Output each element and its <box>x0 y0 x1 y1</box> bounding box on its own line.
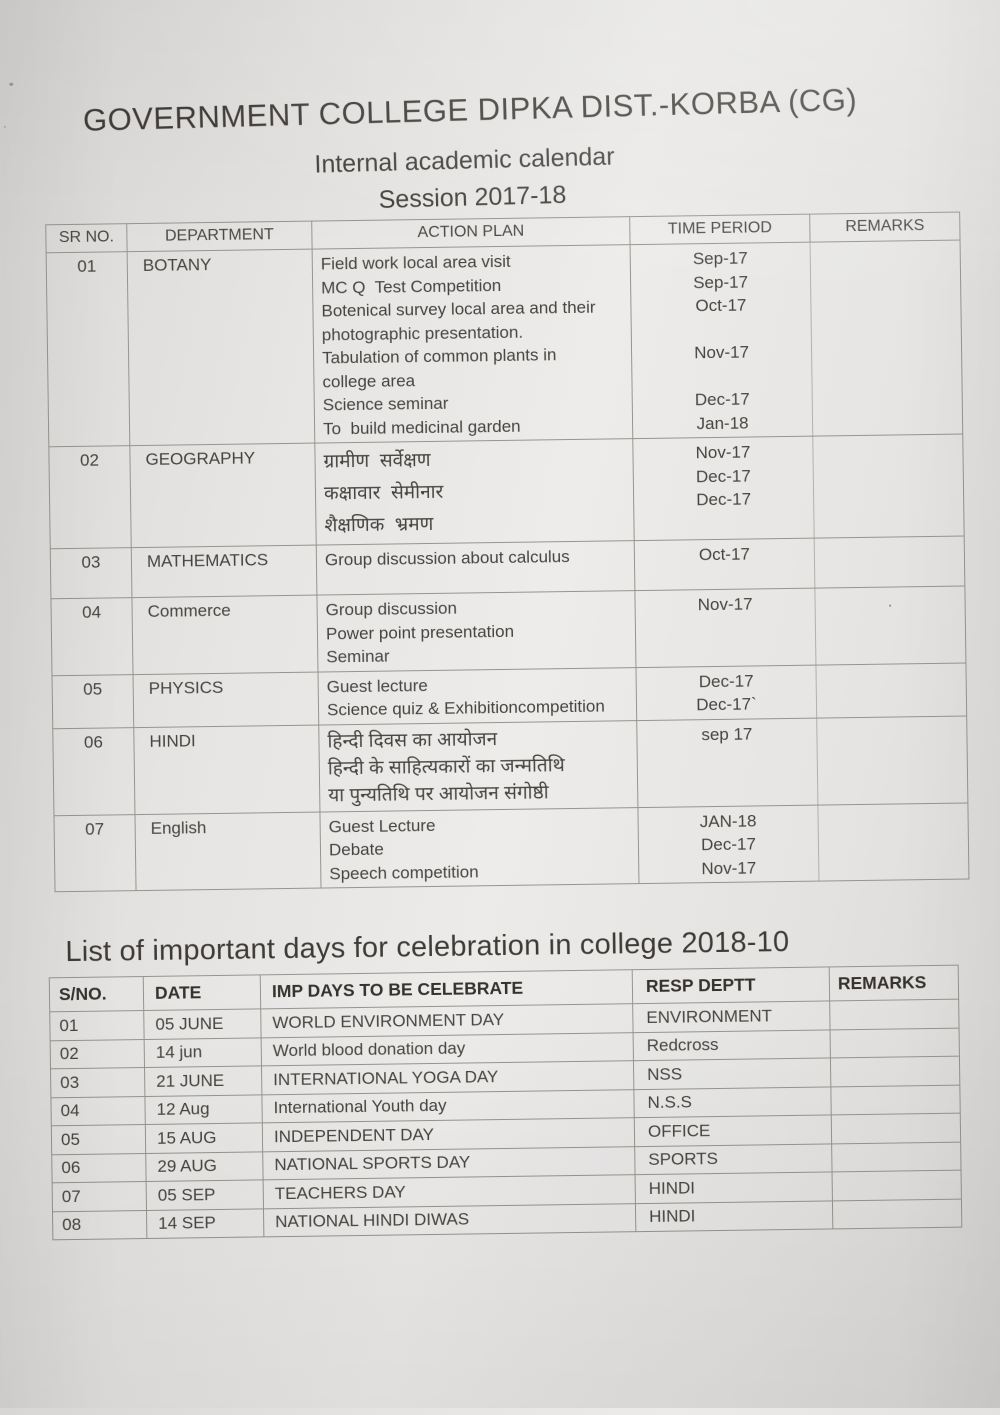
table-cell-line: Dec-17 <box>694 389 750 410</box>
sr-no-cell: 03 <box>81 552 101 572</box>
date-cell: 05 SEP <box>146 1180 263 1209</box>
remarks-cell: . <box>814 587 965 665</box>
table-cell-line: Field work local area visit <box>320 251 511 274</box>
table-cell-line: Jan-18 <box>696 413 749 433</box>
calendar-row <box>54 802 968 891</box>
department-cell: HINDI <box>133 725 319 814</box>
remarks-cell <box>817 803 968 881</box>
table-cell-line: हिन्दी के साहित्यकारों का जन्मतिथि <box>327 754 565 779</box>
time-period-cell <box>634 539 815 591</box>
important-days-title: List of important days for celebration in college 2018-10 <box>65 925 790 969</box>
table-cell-line: Sep-17 <box>693 272 749 292</box>
remarks-cell <box>831 1114 960 1143</box>
table-cell-line: Guest lecture <box>326 675 428 696</box>
column-header: S/NO. <box>58 983 107 1005</box>
action-plan-cell <box>316 591 635 671</box>
resp-dept-cell: N.S.S <box>633 1087 830 1117</box>
time-period-cell <box>630 243 813 438</box>
date-cell: 14 jun <box>144 1038 261 1067</box>
date-cell: 21 JUNE <box>144 1066 261 1095</box>
day-name-cell: World blood donation day <box>261 1033 633 1066</box>
table-cell-line: या पुन्यतिथि पर आयोजन संगोष्ठी <box>328 781 549 806</box>
table-cell-line: sep 17 <box>701 723 753 744</box>
sno-cell: 07 <box>61 1186 81 1206</box>
sno-cell: 05 <box>60 1129 81 1149</box>
table-cell-line: शैक्षणिक भ्रमण <box>324 513 434 537</box>
table-cell-line: JAN-18 <box>699 810 757 831</box>
day-name-cell: INDEPENDENT DAY <box>262 1118 634 1151</box>
time-period-cell <box>634 589 815 667</box>
table-cell-line: Oct-17 <box>698 544 751 565</box>
column-header: ACTION PLAN <box>311 217 629 248</box>
time-period-cell <box>635 665 816 720</box>
calendar-row <box>47 240 963 447</box>
document-header <box>0 0 942 214</box>
resp-dept-cell: HINDI <box>635 1172 832 1202</box>
sno-cell: 03 <box>60 1072 80 1092</box>
department-cell: BOTANY <box>127 250 315 446</box>
table-cell-line <box>632 363 811 389</box>
table-cell-line: Nov-17 <box>694 342 750 363</box>
table-cell-line: कक्षावार सेमीनार <box>323 481 444 505</box>
resp-dept-cell: SPORTS <box>634 1144 831 1174</box>
page-subtitle: Internal academic calendar <box>314 142 615 179</box>
academic-calendar-table <box>45 212 969 893</box>
column-header: IMP DAYS TO BE CELEBRATE <box>260 970 632 1008</box>
remarks-cell <box>830 1085 959 1114</box>
day-name-cell: INTERNATIONAL YOGA DAY <box>261 1061 633 1094</box>
resp-dept-cell: NSS <box>633 1058 830 1088</box>
table-cell-line: Power point presentation <box>325 621 515 643</box>
remarks-cell <box>831 1142 960 1171</box>
resp-dept-cell: ENVIRONMENT <box>632 1001 829 1031</box>
day-name-cell: WORLD ENVIRONMENT DAY <box>260 1004 632 1037</box>
remarks-cell <box>814 537 965 588</box>
column-header: DATE <box>143 975 260 1010</box>
calendar-row <box>49 434 963 549</box>
table-cell-line: Tabulation of common plants in <box>321 345 557 368</box>
table-cell-line: ग्रामीण सर्वेक्षण <box>323 449 431 473</box>
date-cell: 12 Aug <box>144 1095 261 1124</box>
resp-dept-cell: OFFICE <box>634 1115 831 1145</box>
department-cell: GEOGRAPHY <box>129 444 315 548</box>
time-period-cell <box>636 718 817 807</box>
table-cell-line: Dec-17 <box>696 489 752 510</box>
table-cell-line: Sep-17 <box>692 248 748 269</box>
date-cell: 05 JUNE <box>143 1009 260 1038</box>
remarks-cell <box>816 716 967 804</box>
important-days-table <box>49 965 963 1241</box>
remarks-cell <box>812 435 963 538</box>
sno-cell: 01 <box>59 1015 79 1035</box>
time-period-cell <box>632 437 813 541</box>
action-plan-cell <box>318 721 637 811</box>
action-plan-cell <box>319 808 638 888</box>
remarks-cell <box>815 663 966 717</box>
remarks-cell <box>832 1199 961 1228</box>
date-cell: 15 AUG <box>145 1123 262 1152</box>
resp-dept-cell: Redcross <box>633 1030 830 1060</box>
table-cell-line: Nov-17 <box>695 442 751 463</box>
table-cell-line: Oct-17 <box>695 295 747 316</box>
table-cell-line: Group discussion <box>325 598 458 620</box>
table-cell-line: Science seminar <box>322 393 449 415</box>
column-header: REMARKS <box>809 213 959 242</box>
table-cell-line: Dec-17 <box>700 834 756 855</box>
remarks-cell <box>832 1171 961 1200</box>
table-cell-line: Group discussion about calculus <box>324 547 570 570</box>
sr-no-cell: 04 <box>82 602 102 622</box>
date-cell: 29 AUG <box>145 1152 262 1181</box>
table-cell-line: Seminar <box>326 646 390 667</box>
column-header: REMARKS <box>829 966 958 1001</box>
sno-cell: 02 <box>59 1044 79 1064</box>
table-cell-line: Botenical survey local area and their <box>321 297 596 321</box>
table-cell-line: Debate <box>328 839 384 860</box>
action-plan-cell <box>318 668 637 724</box>
session-label: Session 2017-18 <box>378 180 567 214</box>
remarks-cell <box>810 241 963 436</box>
column-header: SR NO. <box>58 228 115 247</box>
table-cell-line: Dec-17 <box>695 465 751 486</box>
action-plan-cell <box>312 245 633 442</box>
day-name-cell: NATIONAL SPORTS DAY <box>262 1147 634 1180</box>
resp-dept-cell: HINDI <box>635 1201 832 1231</box>
table-cell-line: Guest Lecture <box>328 815 436 836</box>
table-cell-line: Dec-17 <box>698 670 754 691</box>
sr-no-cell: 05 <box>83 679 103 699</box>
sno-cell: 06 <box>61 1158 81 1178</box>
table-cell-line: Science quiz & Exhibitioncompetition <box>326 696 605 720</box>
remarks-cell <box>830 1057 959 1086</box>
action-plan-cell <box>314 439 633 544</box>
action-plan-cell <box>316 541 635 594</box>
department-cell: PHYSICS <box>133 672 319 727</box>
calendar-row <box>53 715 967 815</box>
table-cell-line: हिन्दी दिवस का आयोजन <box>327 728 498 752</box>
column-header: TIME PERIOD <box>629 215 809 245</box>
department-cell: MATHEMATICS <box>131 546 317 598</box>
day-name-cell: TEACHERS DAY <box>263 1175 635 1208</box>
department-cell: English <box>134 812 320 890</box>
sno-cell: 08 <box>62 1215 82 1235</box>
table-cell-line: To build medicinal garden <box>322 416 521 438</box>
time-period-cell <box>637 805 818 883</box>
table-cell-line: photographic presentation. <box>321 322 524 344</box>
sr-no-cell: 06 <box>83 732 104 752</box>
table-cell-line: college area <box>322 370 416 391</box>
calendar-row <box>51 586 965 675</box>
sr-no-cell: 02 <box>79 450 100 470</box>
column-header: DEPARTMENT <box>126 222 311 252</box>
department-cell: Commerce <box>131 596 317 674</box>
sno-cell: 04 <box>60 1101 80 1121</box>
sr-no-cell: 01 <box>77 256 97 276</box>
table-cell-line: Nov-17 <box>701 857 757 878</box>
table-cell-line: MC Q Test Competition <box>321 275 502 297</box>
sr-no-cell: 07 <box>85 819 105 839</box>
paper-speck <box>9 83 13 86</box>
table-cell-line: Nov-17 <box>697 594 753 615</box>
table-cell-line: Speech competition <box>329 861 479 883</box>
remarks-cell <box>829 1000 958 1029</box>
day-name-cell: International Youth day <box>261 1090 633 1123</box>
page-title: GOVERNMENT COLLEGE DIPKA DIST.-KORBA (CG) <box>82 81 858 138</box>
day-name-cell: NATIONAL HINDI DIWAS <box>263 1204 635 1237</box>
table-cell-line: Dec-17` <box>696 694 757 715</box>
table-cell-line <box>632 316 811 342</box>
date-cell: 14 SEP <box>146 1209 263 1238</box>
remarks-cell <box>830 1028 959 1057</box>
column-header: RESP DEPTT <box>632 967 829 1003</box>
paper-speck <box>4 126 6 128</box>
